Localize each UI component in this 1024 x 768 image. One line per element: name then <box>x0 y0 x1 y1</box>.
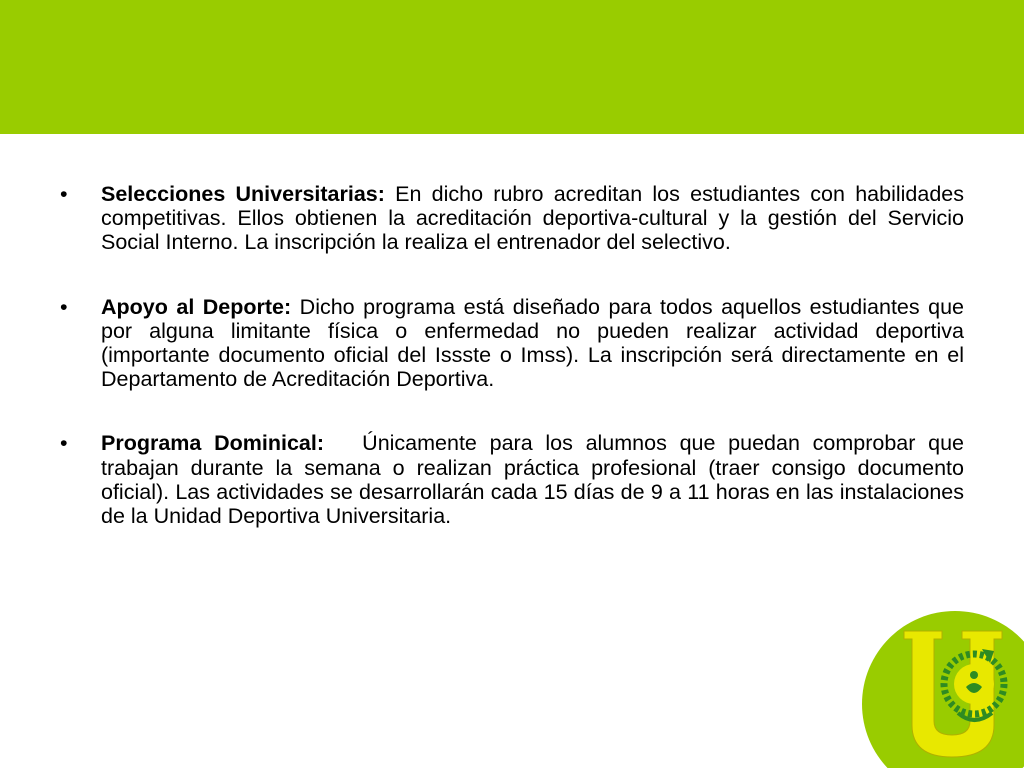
bullet-mark: • <box>60 431 68 456</box>
item-term: Programa Dominical: <box>101 431 324 456</box>
bullet-mark: • <box>60 182 68 206</box>
emblem-dot <box>970 671 978 679</box>
slide-content <box>60 182 970 568</box>
university-u-logo-icon <box>862 609 1024 768</box>
bullet-mark: • <box>60 294 68 319</box>
item-text: Dicho programa está diseñado para todos aquellos estudiantes que por alguna limitante física o enfermedad no pueden realizar actividad deportiva (importante documento oficial del Issste o Imss). La inscripción será directamente en el Departamento de Acreditación Deportiva. <box>101 294 964 392</box>
university-logo <box>862 609 1024 768</box>
bullet-item-dominical <box>60 431 970 529</box>
header-band <box>0 0 1024 134</box>
item-text: En dicho rubro acreditan los estudiantes con habilidades competitivas. Ellos obtienen la acreditación deportiva-cultural y la gestión del Servicio Social Interno. La inscripción la realiza el entrenador del selectivo. <box>101 182 964 255</box>
item-term: Selecciones Universitarias: <box>101 182 385 206</box>
item-text: Únicamente para los alumnos que puedan comprobar que trabajan durante la semana o realizan práctica profesional (traer consigo documento oficial). Las actividades se desarrollarán cada 15 días de 9 a 11 horas en las instalaciones de la Unidad Deportiva Universitaria. <box>101 431 970 529</box>
bullet-item-apoyo <box>60 295 964 392</box>
item-term: Apoyo al Deporte: <box>101 294 292 319</box>
bullet-item-selecciones <box>60 182 964 255</box>
